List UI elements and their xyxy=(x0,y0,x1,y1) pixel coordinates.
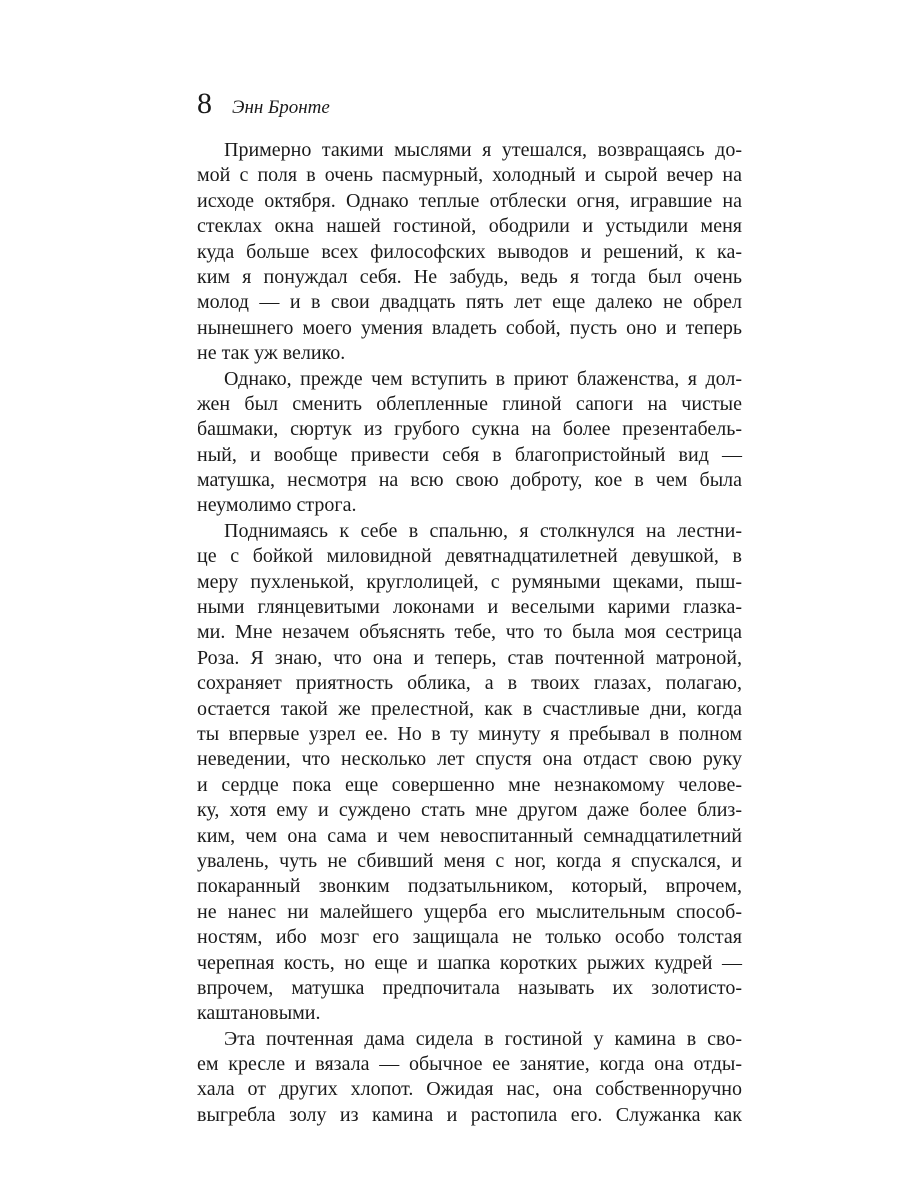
text-line: ми. Мне незачем объяснять тебе, что то была моя сестрица xyxy=(197,621,742,644)
text-line: жен был сменить облепленные глиной сапоги на чистые xyxy=(197,392,742,415)
text-line: исходе октября. Однако теплые отблески огня, игравшие на xyxy=(197,189,742,212)
page-number: 8 xyxy=(197,87,212,120)
text-line: и сердце пока еще совершенно мне незнакомому челове- xyxy=(197,773,742,796)
text-line: черепная кость, но еще и шапка коротких рыжих кудрей — xyxy=(197,951,742,974)
text-line: молод — и в свои двадцать пять лет еще далеко не обрел xyxy=(197,291,742,314)
running-title: Энн Бронте xyxy=(232,97,330,118)
text-line: стеклах окна нашей гостиной, ободрили и устыдили меня xyxy=(197,215,742,238)
text-line: Эта почтенная дама сидела в гостиной у камина в сво- xyxy=(224,1027,742,1050)
running-head xyxy=(197,84,330,124)
text-line: ный, и вообще привести себя в благопристойный вид — xyxy=(197,443,742,466)
text-line: ты впервые узрел ее. Но в ту минуту я пребывал в полном xyxy=(197,722,742,745)
text-line: неумолимо строга. xyxy=(197,494,357,517)
text-line: ными глянцевитыми локонами и веселыми карими глазка- xyxy=(197,596,742,619)
text-line: Поднимаясь к себе в спальню, я столкнулся на лестни- xyxy=(224,519,742,542)
text-line: це с бойкой миловидной девятнадцатилетней девушкой, в xyxy=(197,545,742,568)
text-line: покаранный звонким подзатыльником, который, впрочем, xyxy=(197,875,742,898)
text-line: увалень, чуть не сбивший меня с ног, когда я спускался, и xyxy=(197,849,742,872)
text-line: сохраняет приятность облика, а в твоих глазах, полагаю, xyxy=(197,672,742,695)
text-line: не нанес ни малейшего ущерба его мыслительным способ- xyxy=(197,900,742,923)
text-line: выгребла золу из камина и растопила его. Служанка как xyxy=(197,1103,742,1126)
text-line: ку, хотя ему и суждено стать мне другом даже более близ- xyxy=(197,799,742,822)
text-line: матушка, несмотря на всю свою доброту, кое в чем была xyxy=(197,469,742,492)
text-line: остается такой же прелестной, как в счастливые дни, когда xyxy=(197,697,742,720)
text-line: Роза. Я знаю, что она и теперь, став почтенной матроной, xyxy=(197,646,742,669)
text-line: неведении, что несколько лет спустя она отдаст свою руку xyxy=(197,748,742,771)
text-line: меру пухленькой, круглолицей, с румяными щеками, пыш- xyxy=(197,570,742,593)
body-text xyxy=(197,138,742,1128)
text-line: ем кресле и вязала — обычное ее занятие, когда она отды- xyxy=(197,1053,742,1076)
text-line: куда больше всех философских выводов и решений, к ка- xyxy=(197,240,742,263)
text-line: впрочем, матушка предпочитала называть их золотисто- xyxy=(197,976,742,999)
text-line: не так уж велико. xyxy=(197,342,346,365)
text-line: нынешнего моего умения владеть собой, пусть оно и теперь xyxy=(197,316,742,339)
text-line: ким я понуждал себя. Не забудь, ведь я тогда был очень xyxy=(197,265,742,288)
text-line: каштановыми. xyxy=(197,1002,321,1025)
text-line: ким, чем она сама и чем невоспитанный семнадцатилетний xyxy=(197,824,742,847)
text-line: хала от других хлопот. Ожидая нас, она собственноручно xyxy=(197,1078,742,1101)
text-line: ностям, ибо мозг его защищала не только особо толстая xyxy=(197,926,742,949)
text-line: Однако, прежде чем вступить в приют блаженства, я дол- xyxy=(224,367,742,390)
text-line: мой с поля в очень пасмурный, холодный и сырой вечер на xyxy=(197,164,742,187)
text-line: Примерно такими мыслями я утешался, возвращаясь до- xyxy=(224,139,742,161)
text-line: башмаки, сюртук из грубого сукна на более презентабель- xyxy=(197,418,742,441)
